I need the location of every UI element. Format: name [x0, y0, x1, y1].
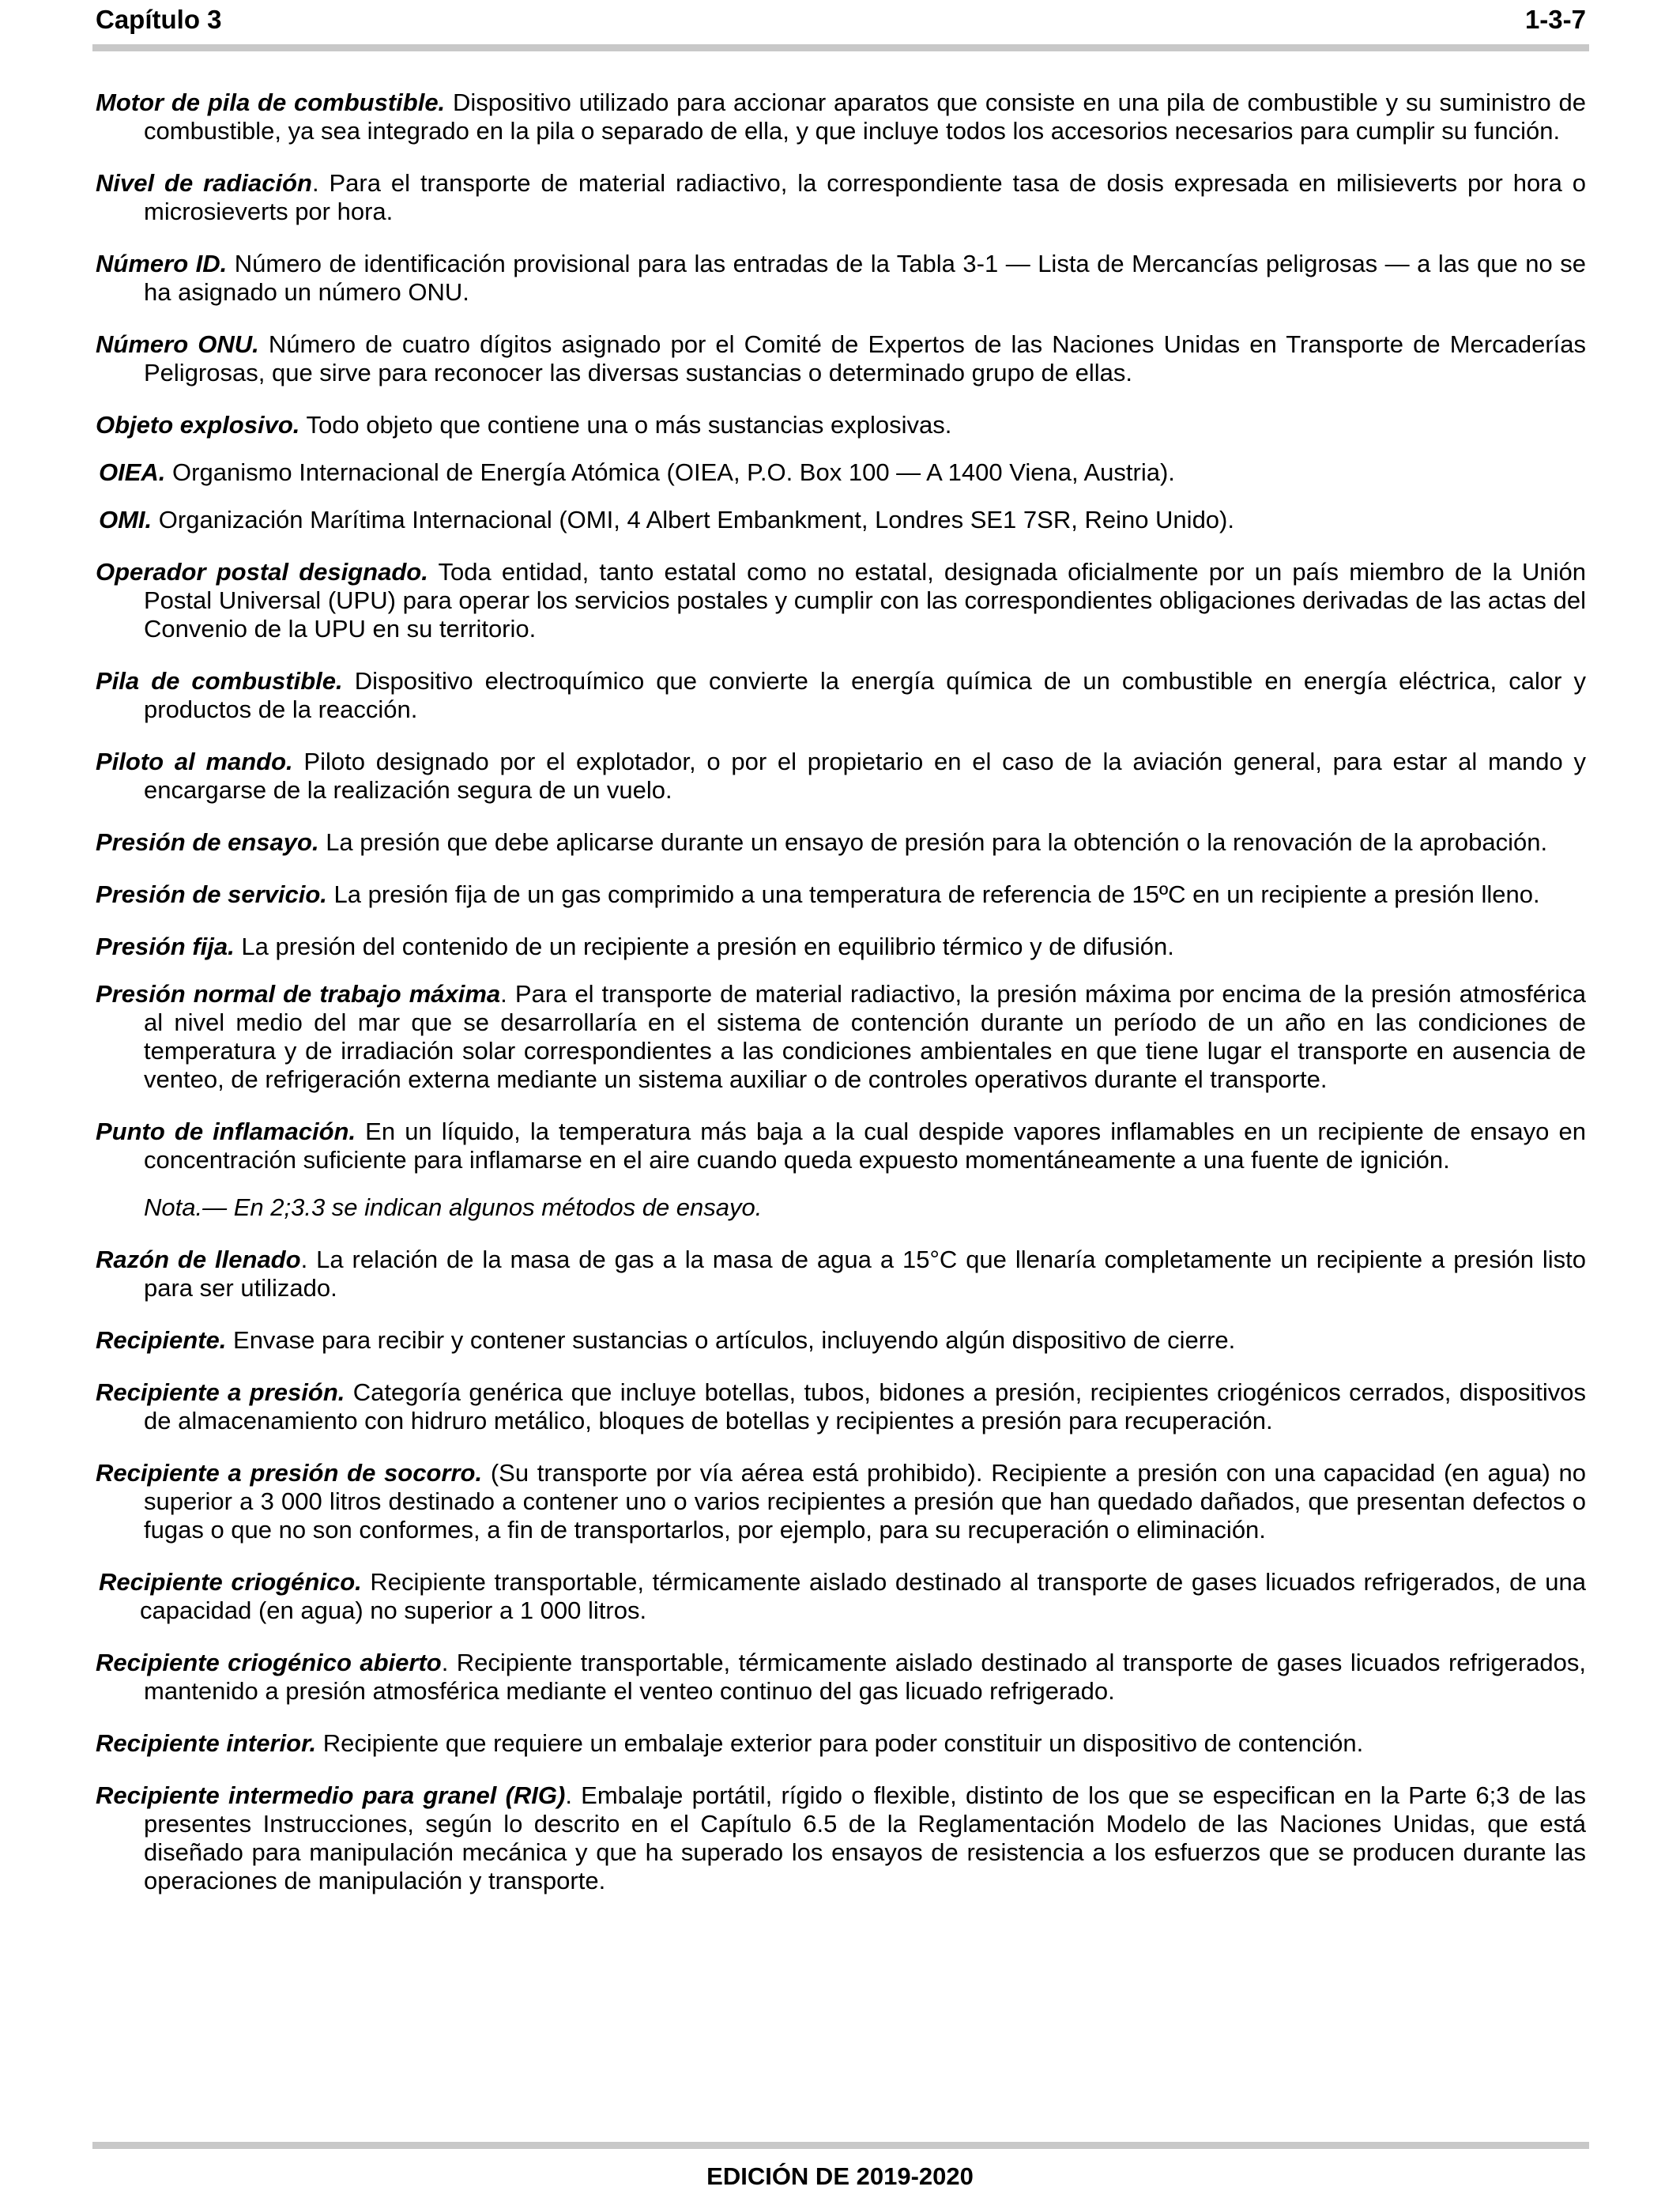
entry-definition: Envase para recibir y contener sustancias o artículos, incluyendo algún dispositivo de cierre. [233, 1326, 1236, 1354]
entry-definition: Recipiente transportable, térmicamente aislado destinado al transporte de gases licuados refrigerados, de una capacidad (en agua) no superior a 1 000 litros. [140, 1568, 1586, 1624]
entry-definition: (Su transporte por vía aérea está prohibido). Recipiente a presión con una capacidad (en agua) no superior a 3 000 litros destinado a contener uno o varios recipientes a presión que han quedado dañados, que presentan defectos o fugas o que no son conformes, a fin de transportarlos, por ejemplo, para su recuperación o eliminación. [144, 1459, 1586, 1544]
glossary-entry-piloto-mando [96, 748, 1586, 805]
glossary-entry-recipiente-presion [96, 1378, 1586, 1435]
entry-term: Razón de llenado [96, 1246, 301, 1273]
entry-term: Punto de inflamación. [96, 1118, 356, 1145]
entry-definition: La presión que debe aplicarse durante un ensayo de presión para la obtención o la renovación de la aprobación. [326, 828, 1548, 856]
entry-term: Presión fija. [96, 933, 235, 960]
glossary-entry-numero-onu [96, 330, 1586, 387]
entry-term: Presión de ensayo. [96, 828, 319, 856]
entry-term: Presión de servicio. [96, 880, 327, 908]
entry-definition: La presión del contenido de un recipiente a presión en equilibrio térmico y de difusión. [241, 933, 1174, 960]
glossary-content [96, 89, 1586, 1919]
entry-term: Recipiente a presión de socorro. [96, 1459, 483, 1487]
entry-term: OIEA. [99, 458, 166, 486]
glossary-entry-razon-llenado [96, 1246, 1586, 1302]
entry-definition: . Para el transporte de material radiactivo, la correspondiente tasa de dosis expresada en milisieverts por hora o microsieverts por hora. [144, 169, 1586, 225]
entry-definition: La presión fija de un gas comprimido a una temperatura de referencia de 15ºC en un recipiente a presión lleno. [333, 880, 1540, 908]
entry-term: Recipiente a presión. [96, 1378, 345, 1406]
glossary-entry-recipiente [96, 1326, 1586, 1355]
entry-definition: Recipiente que requiere un embalaje exterior para poder constituir un dispositivo de contención. [322, 1729, 1364, 1757]
glossary-entry-recipiente-interior [96, 1729, 1586, 1758]
edition-footer: EDICIÓN DE 2019-2020 [706, 2162, 974, 2190]
entry-term: OMI. [99, 506, 153, 533]
glossary-entry-operador-postal [96, 558, 1586, 643]
entry-term: Operador postal designado. [96, 558, 428, 586]
entry-term: Motor de pila de combustible. [96, 89, 446, 116]
glossary-entry-presion-servicio [96, 880, 1586, 909]
entry-definition: En un líquido, la temperatura más baja a la cual despide vapores inflamables en un recipiente de ensayo en concentración suficiente para inflamarse en el aire cuando queda expuesto momentáneamente a una fuente de ignición. [144, 1118, 1586, 1174]
entry-term: Recipiente. [96, 1326, 227, 1354]
entry-definition: . La relación de la masa de gas a la masa de agua a 15°C que llenaría completamente un recipiente a presión listo para ser utilizado. [144, 1246, 1586, 1302]
entry-term: Presión normal de trabajo máxima [96, 980, 501, 1008]
entry-definition: Todo objeto que contiene una o más sustancias explosivas. [306, 411, 952, 439]
glossary-entry-omi [96, 506, 1586, 534]
glossary-entry-punto-inflamacion [96, 1118, 1586, 1174]
entry-definition: Organización Marítima Internacional (OMI, 4 Albert Embankment, Londres SE1 7SR, Reino Unido). [158, 506, 1234, 533]
glossary-entry-rig [96, 1781, 1586, 1895]
glossary-entry-recipiente-criogenico-abierto [96, 1649, 1586, 1706]
entry-term: Recipiente criogénico abierto [96, 1649, 442, 1676]
entry-definition: Número de identificación provisional para las entradas de la Tabla 3-1 — Lista de Mercancías peligrosas — a las que no se ha asignado un número ONU. [144, 250, 1587, 306]
entry-definition: Número de cuatro dígitos asignado por el Comité de Expertos de las Naciones Unidas en Transporte de Mercaderías Peligrosas, que sirve para reconocer las diversas sustancias o determinado grupo de ellas. [144, 330, 1586, 386]
entry-term: Número ID. [96, 250, 228, 277]
glossary-entry-recipiente-criogenico [96, 1568, 1586, 1625]
glossary-entry-recipiente-socorro [96, 1459, 1586, 1544]
glossary-entry-oiea [96, 458, 1586, 487]
entry-term: Piloto al mando. [96, 748, 293, 775]
entry-definition: . Embalaje portátil, rígido o flexible, distinto de los que se especifican en la Parte 6;3 de las presentes Instrucciones, según lo descrito en el Capítulo 6.5 de la Reglamentación Modelo de las Naciones Unidas, que está diseñado para manipulación mecánica y que ha superado los ensayos de resistencia a los esfuerzos que se producen durante las operaciones de manipulación y transporte. [144, 1781, 1586, 1894]
entry-definition: Dispositivo utilizado para accionar aparatos que consiste en una pila de combustible y su suministro de combustible, ya sea integrado en la pila o separado de ella, y que incluye todos los accesorios necesarios para cumplir su función. [144, 89, 1586, 145]
page-header [96, 3, 1586, 36]
note-text: Nota.— En 2;3.3 se indican algunos métodos de ensayo. [144, 1193, 763, 1221]
glossary-entry-numero-id [96, 250, 1586, 307]
glossary-entry-presion-ensayo [96, 828, 1586, 857]
entry-term: Nivel de radiación [96, 169, 312, 197]
entry-definition: Piloto designado por el explotador, o por el propietario en el caso de la aviación general, para estar al mando y encargarse de la realización segura de un vuelo. [144, 748, 1586, 804]
chapter-title: Capítulo 3 [96, 5, 222, 34]
entry-definition: . Para el transporte de material radiactivo, la presión máxima por encima de la presión atmosférica al nivel medio del mar que se desarrollaría en el sistema de contención durante un período de un año en las condiciones de temperatura y de irradiación solar correspondientes a las condiciones ambientales en que tiene lugar el transporte en ausencia de venteo, de refrigeración externa mediante un sistema auxiliar o de controles operativos durante el transporte. [144, 980, 1586, 1093]
entry-definition: Categoría genérica que incluye botellas, tubos, bidones a presión, recipientes criogénicos cerrados, dispositivos de almacenamiento con hidruro metálico, bloques de botellas y recipientes a presión para recuperación. [144, 1378, 1586, 1434]
entry-term: Objeto explosivo. [96, 411, 300, 439]
entry-term: Recipiente interior. [96, 1729, 317, 1757]
entry-definition: Organismo Internacional de Energía Atómica (OIEA, P.O. Box 100 — A 1400 Viena, Austria). [172, 458, 1175, 486]
entry-term: Recipiente intermedio para granel (RIG) [96, 1781, 566, 1809]
page-number: 1-3-7 [1524, 5, 1586, 34]
glossary-entry-motor-pila [96, 89, 1586, 145]
entry-definition: . Recipiente transportable, térmicamente aislado destinado al transporte de gases licuados refrigerados, mantenido a presión atmosférica mediante el venteo continuo del gas licuado refrigerado. [144, 1649, 1586, 1705]
glossary-entry-pila-combustible [96, 667, 1586, 724]
header-rule [92, 44, 1589, 51]
entry-term: Número ONU. [96, 330, 259, 358]
entry-term: Recipiente criogénico. [99, 1568, 362, 1596]
glossary-entry-presion-fija [96, 933, 1586, 961]
entry-definition: Toda entidad, tanto estatal como no estatal, designada oficialmente por un país miembro de la Unión Postal Universal (UPU) para operar los servicios postales y cumplir con las correspondientes obligaciones derivadas de las actas del Convenio de la UPU en su territorio. [144, 558, 1586, 643]
glossary-entry-nivel-radiacion [96, 169, 1586, 226]
footer-rule [92, 2142, 1589, 2149]
glossary-entry-objeto-explosivo [96, 411, 1586, 439]
entry-term: Pila de combustible. [96, 667, 343, 695]
entry-definition: Dispositivo electroquímico que convierte la energía química de un combustible en energía eléctrica, calor y productos de la reacción. [144, 667, 1586, 723]
glossary-entry-presion-normal-trabajo [96, 980, 1586, 1094]
